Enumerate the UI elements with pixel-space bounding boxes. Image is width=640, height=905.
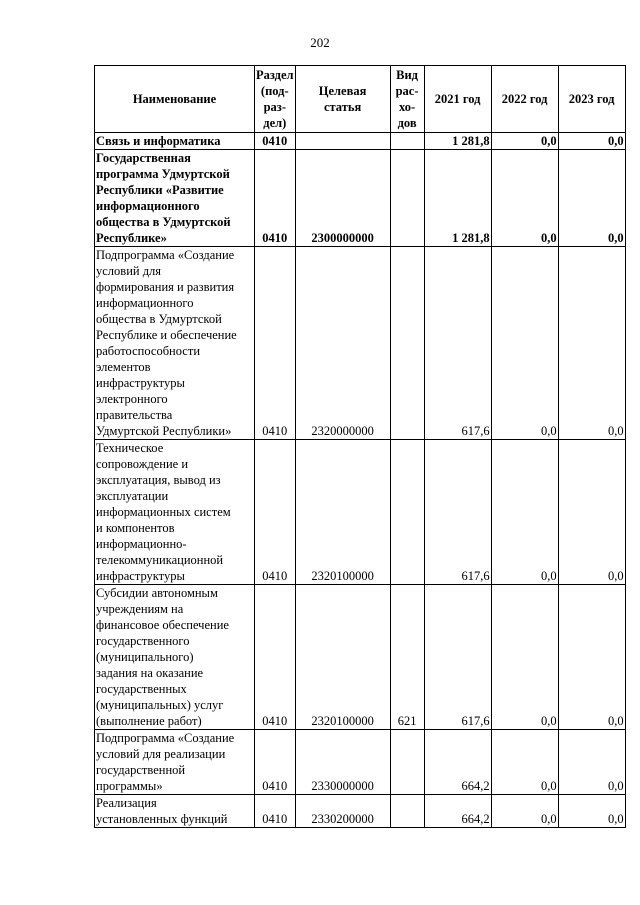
header-expense-type: Вид рас- хо- дов [390, 66, 424, 133]
row-2023: 0,0 [558, 585, 625, 730]
row-2023: 0,0 [558, 440, 625, 585]
row-section: 0410 [255, 247, 296, 440]
row-name: Субсидии автономным учреждениям на финансовое обеспечение государственного (муниципального) задания на оказание государственных (муниципальных) услуг (выполнение работ) [95, 585, 255, 730]
row-name: Техническое сопровождение и эксплуатация, вывод из эксплуатации информационных систем и компонентов информационно- телекоммуникационной инфраструктуры [95, 440, 255, 585]
row-2021: 1 281,8 [424, 133, 491, 150]
row-target: 2330200000 [295, 795, 390, 828]
row-expense-type [390, 730, 424, 795]
row-expense-type [390, 440, 424, 585]
row-2021: 664,2 [424, 795, 491, 828]
row-section: 0410 [255, 133, 296, 150]
row-2022: 0,0 [491, 795, 558, 828]
table-row [95, 247, 626, 440]
table-row [95, 585, 626, 730]
header-2021: 2021 год [424, 66, 491, 133]
row-target: 2330000000 [295, 730, 390, 795]
row-target: 2320100000 [295, 585, 390, 730]
table-row [95, 795, 626, 828]
table-row [95, 133, 626, 150]
table-row [95, 730, 626, 795]
header-2022: 2022 год [491, 66, 558, 133]
header-section: Раздел (под- раз- дел) [255, 66, 296, 133]
row-2022: 0,0 [491, 585, 558, 730]
row-expense-type: 621 [390, 585, 424, 730]
row-name: Связь и информатика [95, 133, 255, 150]
row-2021: 617,6 [424, 585, 491, 730]
row-2022: 0,0 [491, 133, 558, 150]
row-target [295, 133, 390, 150]
header-row [95, 66, 626, 133]
row-2021: 617,6 [424, 440, 491, 585]
row-2021: 664,2 [424, 730, 491, 795]
row-name: Подпрограмма «Создание условий для формирования и развития информационного общества в Удмуртской Республике и обеспечение работоспособности элементов инфраструктуры электронного правительства Удмуртской Республики» [95, 247, 255, 440]
row-section: 0410 [255, 795, 296, 828]
row-section: 0410 [255, 150, 296, 247]
row-target: 2320000000 [295, 247, 390, 440]
row-section: 0410 [255, 440, 296, 585]
row-expense-type [390, 133, 424, 150]
row-2021: 1 281,8 [424, 150, 491, 247]
row-2022: 0,0 [491, 440, 558, 585]
row-name: Реализация установленных функций [95, 795, 255, 828]
row-name: Подпрограмма «Создание условий для реализации государственной программы» [95, 730, 255, 795]
row-name: Государственная программа Удмуртской Республики «Развитие информационного общества в Удмуртской Республике» [95, 150, 255, 247]
table-row [95, 150, 626, 247]
budget-table [94, 65, 626, 828]
row-2023: 0,0 [558, 133, 625, 150]
row-expense-type [390, 795, 424, 828]
row-2022: 0,0 [491, 247, 558, 440]
header-target: Целевая статья [295, 66, 390, 133]
row-expense-type [390, 150, 424, 247]
row-2021: 617,6 [424, 247, 491, 440]
row-section: 0410 [255, 585, 296, 730]
row-2023: 0,0 [558, 795, 625, 828]
row-2022: 0,0 [491, 150, 558, 247]
row-target: 2320100000 [295, 440, 390, 585]
row-expense-type [390, 247, 424, 440]
row-2023: 0,0 [558, 150, 625, 247]
header-2023: 2023 год [558, 66, 625, 133]
page-number: 202 [310, 35, 330, 50]
row-section: 0410 [255, 730, 296, 795]
table-row [95, 440, 626, 585]
row-2022: 0,0 [491, 730, 558, 795]
row-2023: 0,0 [558, 730, 625, 795]
header-name: Наименование [95, 66, 255, 133]
row-target: 2300000000 [295, 150, 390, 247]
row-2023: 0,0 [558, 247, 625, 440]
